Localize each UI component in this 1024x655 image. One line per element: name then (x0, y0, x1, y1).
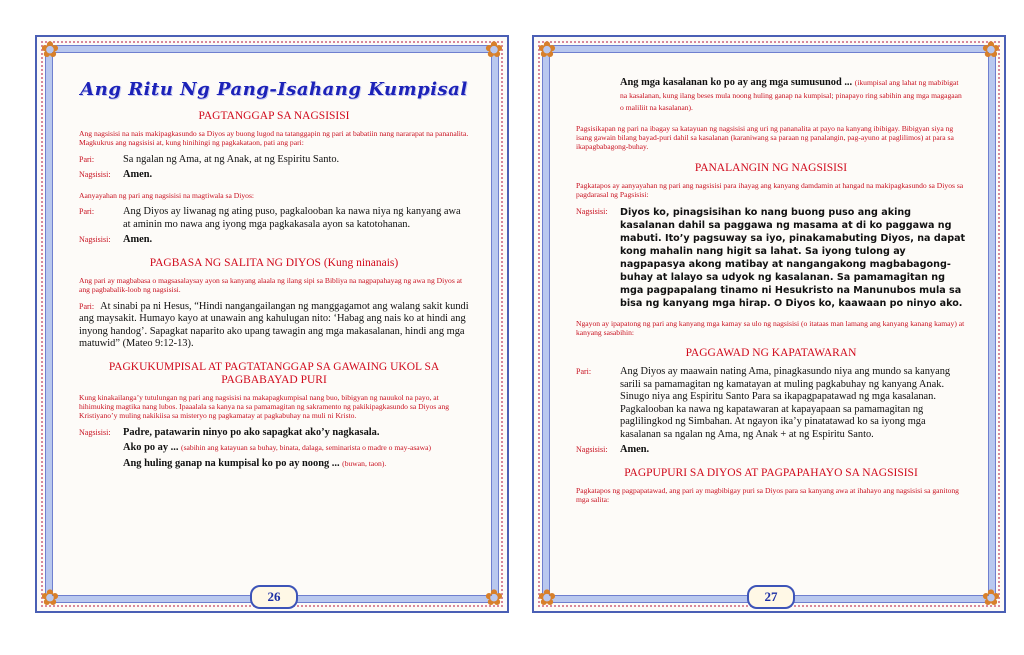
rubric: Pagsisikapan ng pari na ibagay sa katayuan ng nagsisisi ang uri ng pananalita at payo na kanyang ibibigay. Bibigyan siya ng isang gawain bilang bayad-puri dahil sa kasalanan (karaniwang sa paraan ng panalangin, pag-ayuno at paglilimos) at para sa ikapagbabagong-buhay. (576, 123, 954, 152)
book-title: Ang Ritu Ng Pang-Isahang Kumpisal (80, 79, 468, 100)
page-number: 26 (250, 585, 298, 609)
speaker-label: Nagsisisi: (79, 427, 111, 437)
section-title: PAGBASA NG SALITA NG DIYOS (Kung ninanais) (149, 256, 399, 269)
dialogue-text: Padre, patawarin ninyo po ako sapagkat ako’y nagkasala. (123, 426, 380, 438)
flower-ornament-icon: ✿ (40, 37, 60, 62)
rubric: Kung kinakailanga’y tutulungan ng pari ang nagsisisi na makapagkumpisal nang buo, bibigyan ng nauukol na payo, at hihimuking magtika nang lubos. Ipaaalala sa kanya na sa pamamagitan ng sakramento ng pakikipagkasundo sa Diyos ang Kristiyano’y muling nakikiisa sa misteryo ng pagkamatay at pagkabuhay na muli ni Kristo. (79, 392, 450, 421)
dialogue-line (79, 301, 469, 351)
speaker-label: Nagsisisi: (79, 170, 111, 180)
rubric: Ngayon ay ipapatong ng pari ang kanyang mga kamay sa ulo ng nagsisisi (o itataas man lamang ang kanyang kanang kamay) at kanyang sasabihin: (576, 318, 965, 337)
speaker-label: Nagsisisi: (79, 235, 111, 245)
dialogue-line (576, 77, 966, 115)
dialogue-line (79, 234, 469, 247)
speaker-label: Pari: (576, 367, 592, 377)
instruction-note: (ikumpisal ang lahat ng mabibigat na kasalanan, kung ilang beses mula noong huling ganap na kumpisal; pinapayo ring sabihin ang mga magagaan o maliliit na kasalanan). (620, 78, 962, 112)
flower-ornament-icon: ✿ (537, 37, 557, 62)
dialogue-line (79, 427, 469, 440)
section-title: PAGPUPURI SA DIYOS AT PAGPAPAHAYO SA NAGSISISI (624, 466, 918, 479)
dialogue-line (79, 206, 469, 231)
section-title: PAGGAWAD NG KAPATAWARAN (685, 347, 857, 360)
speaker-label: Pari: (79, 154, 95, 164)
dialogue-text (123, 442, 469, 455)
dialogue-text: Amen. (620, 444, 650, 456)
speaker-label: Nagsisisi: (576, 445, 608, 455)
speaker-label: Pari: (79, 207, 95, 217)
left-page-content (79, 75, 469, 573)
left-page (35, 35, 509, 613)
dialogue-line (79, 169, 469, 182)
flower-ornament-icon: ✿ (981, 37, 1001, 62)
dialogue-text: Amen. (123, 169, 153, 181)
dialogue-line (79, 154, 469, 167)
speaker-label: Pari: (79, 301, 95, 311)
absolution-text: Ang Diyos ay maawain nating Ama, pinagkasundo niya ang mundo sa kanyang sarili sa pamamagitan ng kamatayan at muling pagkabuhay ng kanyang Anak. Sinugo niya ang Espiritu Santo Para sa ikapagpapatawad ng mga kasalanan. Pagkalooban ka nawa ng kapatawaran at kapayapaan sa pamamagitan ng paglilingkod ng Simbahan. At ngayon ika’y pinatatawad ko sa iyong mga kasalanan sa ngalan ng Ama, ng Anak + at ng Espiritu Santo. (620, 366, 951, 440)
dialogue-line (576, 444, 966, 457)
dialogue-line (79, 458, 469, 471)
flower-ornament-icon: ✿ (484, 37, 504, 62)
dialogue-text (620, 77, 966, 115)
prayer-text: Diyos ko, pinagsisihan ko nang buong puso ang aking kasalanan dahil sa paggawa ng masama at di ko paggawa ng mabuti. Ito’y pagsuway sa iyo, pinakamabuting Diyos, na dapat kong mahalin nang higit sa lahat. Sa iyong tulong ay nagpapasya akong matibay at nangangakong magbabagong-buhay at lalayo sa udyok ng kasalanan. Sa pamamagitan ng mga pagpapalang tinamo ni Hesukristo na Manunubos mula sa bisa ng kanyang mga hirap. O Diyos ko, kaawaan po ninyo ako. (620, 206, 966, 309)
dialogue-text (123, 458, 469, 471)
right-page-content (576, 75, 966, 573)
section-title: PAGKUKUMPISAL AT PAGTATANGGAP SA GAWAING UKOL SA PAGBABAYAD PURI (108, 360, 440, 386)
flower-ornament-icon: ✿ (537, 585, 557, 610)
rubric: Ang nagsisisi na nais makipagkasundo sa Diyos ay buong lugod na tatanggapin ng pari at babatiin nang nararapat na pananalita. Magkukrus ang nagsisisi at, kung hinihingi ng pagkakataon, pati ang pari: (79, 129, 469, 148)
rubric: Pagkatapos ay aanyayahan ng pari ang nagsisisi para ihayag ang kanyang damdamin at hangad na makipagkasundo sa Diyos sa pagdarasal ng Pagsisisi: (576, 180, 964, 200)
rubric: Aanyayahan ng pari ang nagsisisi na magtiwala sa Diyos: (79, 190, 255, 200)
dialogue-line (79, 442, 469, 455)
right-page (532, 35, 1006, 613)
dialogue-line (576, 206, 966, 310)
flower-ornament-icon: ✿ (40, 585, 60, 610)
speaker-label: Nagsisisi: (576, 206, 608, 216)
confession-phrase: Ako po ay ... (123, 442, 179, 454)
dialogue-text (79, 301, 469, 351)
confession-phrase: Ang huling ganap na kumpisal ko po ay noong ... (123, 457, 340, 469)
dialogue-text: Ang Diyos ay liwanag ng ating puso, pagkalooban ka nawa niya ng kanyang awa at aminin mo nawa ang iyong mga pagkakasala ayon sa katotohanan. (123, 206, 461, 230)
page-number: 27 (747, 585, 795, 609)
section-title: PANALANGIN NG NAGSISISI (694, 161, 848, 174)
flower-ornament-icon: ✿ (484, 585, 504, 610)
dialogue-text: Amen. (123, 234, 153, 246)
dialogue-line (576, 366, 966, 441)
section-title: PAGTANGGAP SA NAGSISISI (198, 110, 350, 122)
flower-ornament-icon: ✿ (981, 585, 1001, 610)
instruction-note: (sabihin ang katayuan sa buhay, binata, dalaga, seminarista o madre o may-asawa) (181, 443, 432, 453)
dialogue-text: Sa ngalan ng Ama, at ng Anak, at ng Espiritu Santo. (123, 153, 340, 165)
rubric: Ang pari ay magbabasa o magsasalaysay ayon sa kanyang alaala ng ilang sipi sa Bibliya na nagpapahayag ng awa ng Diyos at ang pagbabalik-loob ng nagsisisi. (79, 275, 463, 295)
rubric: Pagkatapos ng pagpapatawad, ang pari ay magbibigay puri sa Diyos para sa kanyang awa at ihahayo ang nagsisisi sa ganitong mga salita: (576, 485, 959, 505)
confession-phrase: Ang mga kasalanan ko po ay ang mga sumusunod ... (620, 77, 853, 88)
instruction-note: (buwan, taon). (342, 458, 387, 468)
reading-text: At sinabi pa ni Hesus, “Hindi nangangailangan ng manggagamot ang walang sakit kundi ang maysakit. Humayo kayo at unawain ang kahulugan nito: ‘Habag ang nais ko at hindi ang inyong handog’. Sapagkat naparito ako upang tawagin ang mga makasalanan, hindi ang mga matuwid” (Mateo 9:12-13). (79, 300, 469, 350)
